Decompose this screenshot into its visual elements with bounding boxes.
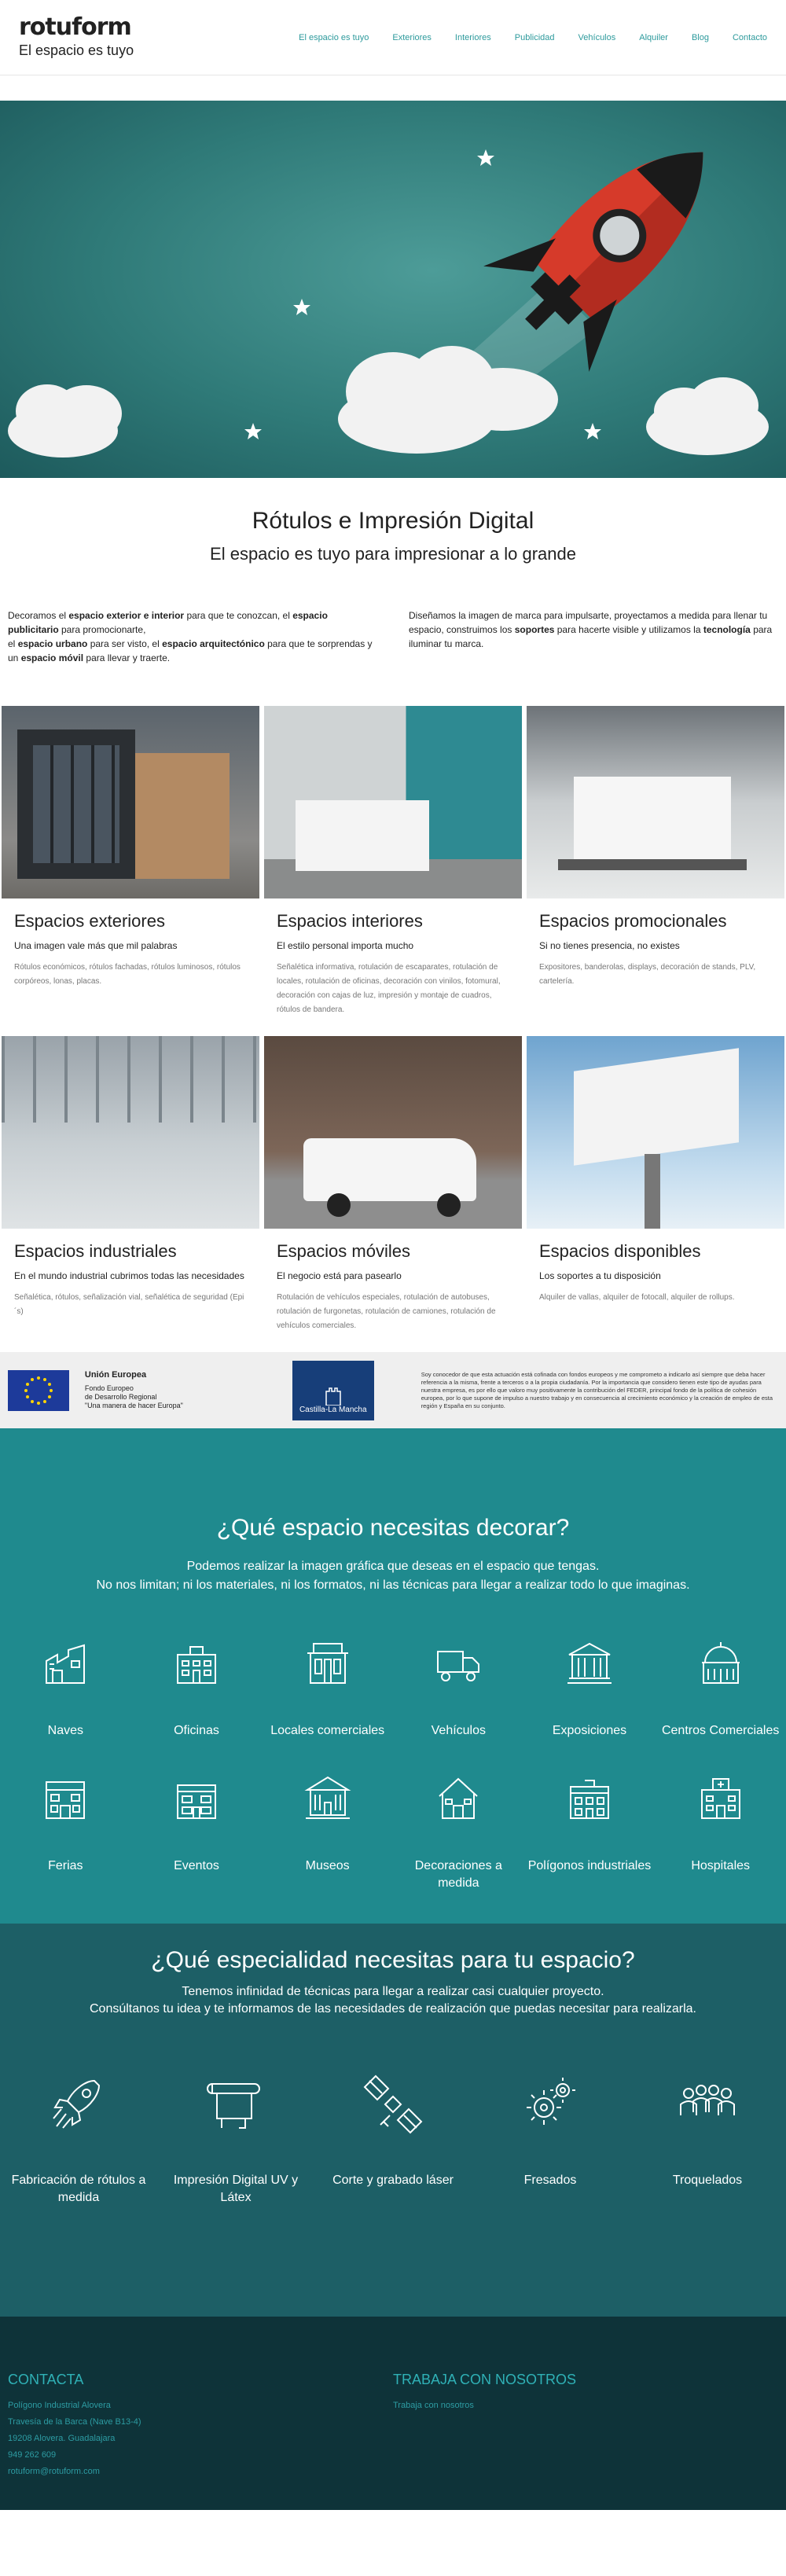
satellite-icon xyxy=(362,2073,424,2136)
eu-flag-icon xyxy=(8,1370,69,1411)
logo-wordmark: rotuform xyxy=(19,13,131,41)
card-subtitle: El negocio está para pasearlo xyxy=(277,1270,402,1281)
white-van-image xyxy=(264,1036,522,1229)
card-espacios-exteriores[interactable] xyxy=(2,706,259,1031)
specialty-troquelados[interactable]: Troquelados xyxy=(629,2073,786,2207)
shop-icon xyxy=(304,1639,351,1686)
card-description: Expositores, banderolas, displays, decoración de stands, PLV, cartelería. xyxy=(539,963,756,986)
main-nav xyxy=(299,33,767,42)
rocket-icon xyxy=(47,2073,110,2136)
hospital-icon xyxy=(697,1774,744,1821)
space-type-ferias[interactable]: Ferias xyxy=(0,1774,131,1892)
truck-icon xyxy=(435,1639,482,1686)
castle-icon xyxy=(325,1385,342,1406)
footer-contact-lines xyxy=(8,2398,393,2480)
billboard-image xyxy=(527,1036,784,1229)
card-title: Espacios exteriores xyxy=(14,911,165,931)
nav-link-el-espacio[interactable]: El espacio es tuyo xyxy=(299,32,369,42)
card-description: Rotulación de vehículos especiales, rotulación de autobuses, rotulación de furgonetas, rotulación de camiones, rotulación de vehículos comerciales. xyxy=(277,1293,496,1330)
card-description: Alquiler de vallas, alquiler de fotocall, alquiler de rollups. xyxy=(539,1293,735,1302)
intro-right-text: Diseñamos la imagen de marca para impulsarte, proyectamos a medida para llenar tu espacio, construimos los soportes para hacerte visible y utilizamos la tecnología para iluminar tu marca. xyxy=(409,610,773,649)
logo-tagline: El espacio es tuyo xyxy=(19,42,134,58)
mall-dome-icon xyxy=(697,1639,744,1686)
space-type-hospitales[interactable]: Hospitales xyxy=(655,1774,786,1892)
exhibition-hall-icon xyxy=(566,1639,613,1686)
footer-address-line: 19208 Alovera. Guadalajara xyxy=(8,2434,116,2443)
spaces-grid xyxy=(0,665,786,1347)
card-subtitle: Si no tienes presencia, no existes xyxy=(539,940,680,951)
card-description: Señalética informativa, rotulación de escaparates, rotulación de locales, rotulación de oficinas, decoración con vinilos, fotomural, decoración con cajas de luz, impresión y montaje de cuadros, rótulos de bandera. xyxy=(277,963,501,1014)
card-espacios-disponibles[interactable] xyxy=(527,1036,784,1347)
museum-icon xyxy=(304,1774,351,1821)
card-espacios-industriales[interactable] xyxy=(2,1036,259,1347)
house-icon xyxy=(435,1774,482,1821)
card-subtitle: El estilo personal importa mucho xyxy=(277,940,414,951)
nav-link-alquiler[interactable]: Alquiler xyxy=(639,32,668,42)
card-title: Espacios móviles xyxy=(277,1241,410,1261)
specialty-impresion[interactable]: Impresión Digital UV y Látex xyxy=(157,2073,314,2207)
site-header xyxy=(0,0,786,75)
industrial-warehouse-image xyxy=(2,1036,259,1229)
space-type-eventos[interactable]: Eventos xyxy=(131,1774,263,1892)
footer-phone[interactable]: 949 262 609 xyxy=(8,2450,57,2460)
specialties-lead: Tenemos infinidad de técnicas para llegar a realizar casi cualquier proyecto. Consúltanos tu idea y te informamos de las necesidades de realización que puedas necesitar para realizarla. xyxy=(89,1985,696,2016)
intro-section xyxy=(0,478,786,564)
fair-building-icon xyxy=(42,1774,89,1821)
nav-link-interiores[interactable]: Interiores xyxy=(454,32,491,42)
event-building-icon xyxy=(173,1774,220,1821)
space-type-centros-comerciales[interactable]: Centros Comerciales xyxy=(655,1639,786,1740)
space-type-decoraciones[interactable]: Decoraciones a medida xyxy=(393,1774,524,1892)
office-building-icon xyxy=(173,1639,220,1686)
space-type-exposiciones[interactable]: Exposiciones xyxy=(524,1639,656,1740)
people-group-icon xyxy=(676,2073,739,2136)
exterior-building-image xyxy=(2,706,259,898)
space-type-oficinas[interactable]: Oficinas xyxy=(131,1639,263,1740)
card-espacios-moviles[interactable] xyxy=(264,1036,522,1347)
intro-left-text: Decoramos el espacio exterior e interior para que te conozcan, el espacio publicitario para promocionarte, el espacio urbano para ser visto, el espacio arquitectónico para que te sorprendas y un espacio móvil para llevar y traerte. xyxy=(8,610,373,663)
specialties-grid xyxy=(0,2018,786,2207)
logo[interactable] xyxy=(19,13,134,59)
nav-link-publicidad[interactable]: Publicidad xyxy=(514,32,555,42)
card-title: Espacios disponibles xyxy=(539,1241,701,1261)
decorate-lead: Podemos realizar la imagen gráfica que deseas en el espacio que tengas. No nos limitan; ni los materiales, ni los formatos, ni las técnicas para llegar a realizar todo lo que imaginas. xyxy=(96,1560,690,1592)
space-type-poligonos[interactable]: Polígonos industriales xyxy=(524,1774,656,1892)
eu-funding-banner xyxy=(0,1352,786,1428)
card-description: Rótulos económicos, rótulos fachadas, rótulos luminosos, rótulos corpóreos, lonas, placas. xyxy=(14,963,241,986)
page-title: Rótulos e Impresión Digital xyxy=(252,508,534,534)
decorate-title: ¿Qué espacio necesitas decorar? xyxy=(216,1515,570,1541)
print-roll-icon xyxy=(204,2073,267,2136)
gears-icon xyxy=(519,2073,582,2136)
footer-contact xyxy=(8,2372,393,2510)
footer-jobs xyxy=(393,2372,778,2510)
card-title: Espacios interiores xyxy=(277,911,423,931)
intro-columns xyxy=(0,564,786,665)
specialty-laser[interactable]: Corte y grabado láser xyxy=(314,2073,472,2207)
warehouse-icon xyxy=(42,1639,89,1686)
eu-legal-text: Soy conocedor de que esta actuación está cofinada con fondos europeos y me comprometo a indicarlo así siempre que deba hacer referencia a la misma, frente a terceros o a la propia ciudadanía. Por la importancia que considero tienen este tipo de ayudas para nuestra empresa, es por ello que valoro muy positivamente la contribución del FEDER, principal fondo de la política de cohesión europea, por lo que supone de impulso a nuestro trabajo y en consecuencia al crecimiento económico y la creación de empleo de esta región y España en su conjunto. xyxy=(421,1370,773,1409)
space-type-museos[interactable]: Museos xyxy=(262,1774,393,1892)
decorate-section xyxy=(0,1428,786,1924)
site-footer xyxy=(0,2317,786,2510)
card-espacios-promocionales[interactable] xyxy=(527,706,784,1031)
hero-banner xyxy=(0,101,786,478)
footer-email[interactable]: rotuform@rotuform.com xyxy=(8,2467,100,2476)
nav-link-vehiculos[interactable]: Vehículos xyxy=(578,32,616,42)
specialty-fresados[interactable]: Fresados xyxy=(472,2073,629,2207)
castilla-la-mancha-logo: Castilla-La Mancha xyxy=(292,1361,374,1420)
industrial-building-icon xyxy=(566,1774,613,1821)
space-types-grid xyxy=(0,1595,786,1892)
space-type-vehiculos[interactable]: Vehículos xyxy=(393,1639,524,1740)
card-description: Señalética, rótulos, señalización vial, señalética de seguridad (Epi´s) xyxy=(14,1293,244,1316)
nav-link-blog[interactable]: Blog xyxy=(691,32,709,42)
card-subtitle: En el mundo industrial cubrimos todas las necesidades xyxy=(14,1270,244,1281)
nav-link-exteriores[interactable]: Exteriores xyxy=(392,32,432,42)
specialty-rotulos[interactable]: Fabricación de rótulos a medida xyxy=(0,2073,157,2207)
exhibition-stand-image xyxy=(527,706,784,898)
footer-jobs-title: TRABAJA CON NOSOTROS xyxy=(393,2372,577,2387)
card-title: Espacios industriales xyxy=(14,1241,177,1261)
card-subtitle: Una imagen vale más que mil palabras xyxy=(14,940,178,951)
footer-jobs-link[interactable]: Trabaja con nosotros xyxy=(393,2401,474,2410)
footer-address-line: Polígono Industrial Alovera xyxy=(8,2401,111,2410)
specialties-section xyxy=(0,1924,786,2317)
footer-contact-title: CONTACTA xyxy=(8,2372,84,2387)
eu-fund-text: Unión Europea Fondo Europeo de Desarrollo Regional "Una manera de hacer Europa" xyxy=(84,1369,183,1409)
rocket-illustration xyxy=(0,101,786,478)
space-type-locales[interactable]: Locales comerciales xyxy=(262,1639,393,1740)
specialties-title: ¿Qué especialidad necesitas para tu espacio? xyxy=(151,1947,635,1973)
footer-address-line: Travesía de la Barca (Nave B13-4) xyxy=(8,2417,141,2427)
card-espacios-interiores[interactable] xyxy=(264,706,522,1031)
card-subtitle: Los soportes a tu disposición xyxy=(539,1270,661,1281)
card-title: Espacios promocionales xyxy=(539,911,727,931)
space-type-naves[interactable]: Naves xyxy=(0,1639,131,1740)
nav-link-contacto[interactable]: Contacto xyxy=(732,32,767,42)
page-subtitle: El espacio es tuyo para impresionar a lo grande xyxy=(210,544,576,564)
interior-lobby-image xyxy=(264,706,522,898)
